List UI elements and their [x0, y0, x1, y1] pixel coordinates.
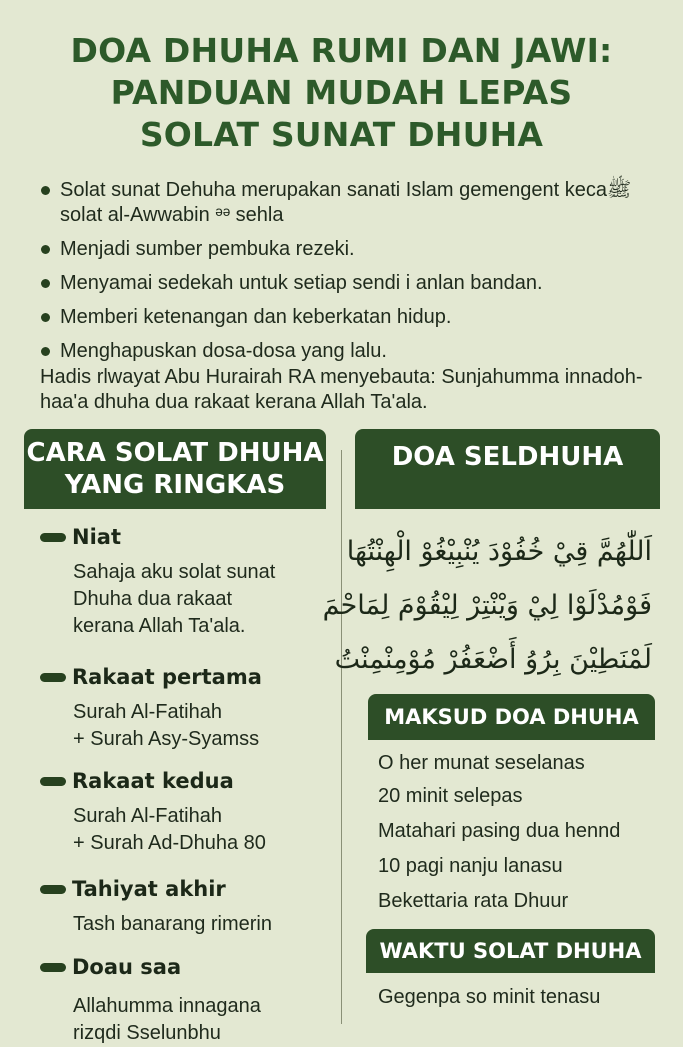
- maksud-line: Bekettaria rata Dhuur: [378, 890, 569, 912]
- step-line: + Surah Ad-Dhuha 80: [73, 832, 266, 854]
- step-line: Allahumma innagana: [73, 995, 261, 1017]
- maksud-line: 20 minit selepas: [378, 785, 523, 807]
- step-rakaat-kedua: [40, 769, 330, 877]
- step-rakaat-pertama: [40, 665, 330, 769]
- dash-icon: [40, 963, 66, 972]
- arabic-line: لَمْنَطِيْنَ بِرُوُ أَضْعَفُرْ مُوْمِنْمِنْتُ: [334, 644, 652, 675]
- step-line: kerana Allah Ta'ala.: [73, 615, 246, 637]
- waktu-header: WAKTU SOLAT DHUHA: [366, 929, 655, 973]
- step-line: Sahaja aku solat sunat: [73, 561, 276, 583]
- step-title: Rakaat pertama: [72, 665, 262, 689]
- maksud-line: O her munat seselanas: [378, 752, 585, 774]
- steps-list: [40, 525, 330, 1047]
- cara-solat-header: [24, 429, 326, 509]
- cara-solat-header-line-2: YANG RINGKAS: [64, 470, 286, 500]
- step-line: Tash banarang rimerin: [73, 913, 272, 935]
- title-line-3: SOLAT SUNAT DHUHA: [139, 115, 544, 154]
- step-tahiyat-akhir: [40, 877, 330, 955]
- hadis-text: Hadis rlwayat Abu Hurairah RA menyebauta: Sunjahumma innadoh-haa'a dhuha dua rakaat kerana Allah Ta'ala.: [40, 366, 643, 413]
- step-line: Surah Al-Fatihah: [73, 701, 222, 723]
- step-line: rizqdi Sselunbhu: [73, 1022, 221, 1044]
- arabic-line: اَللّٰهُمَّ قِيْ خُفُوْدَ يُنْبِيْغُوْ الْهِنْتُهَا: [346, 536, 652, 567]
- benefit-item: Menghapuskan dosa-dosa yang lalu.: [40, 339, 650, 364]
- title-line-1: DOA DHUHA RUMI DAN JAWI:: [70, 31, 613, 70]
- dash-icon: [40, 533, 66, 542]
- maksud-list: [378, 747, 658, 918]
- waktu-text: Gegenpa so minit tenasu: [378, 986, 601, 1008]
- benefit-item: Menjadi sumber pembuka rezeki.: [40, 237, 650, 262]
- benefit-item: Menyamai sedekah untuk setiap sendi i anlan bandan.: [40, 271, 650, 296]
- dash-icon: [40, 885, 66, 894]
- dash-icon: [40, 777, 66, 786]
- doa-header: DOA SELDHUHA: [355, 429, 660, 509]
- dash-icon: [40, 673, 66, 682]
- arabic-line: فَوْمُدْلَوْا لِيْ وَيْنْتِرْ لِيْقُوْمَ لِمَاحْمَ: [322, 590, 652, 621]
- step-title: Niat: [72, 525, 121, 549]
- maksud-header: MAKSUD DOA DHUHA: [368, 694, 655, 740]
- page-title: [0, 30, 683, 156]
- step-line: + Surah Asy-Syamss: [73, 728, 260, 750]
- title-line-2: PANDUAN MUDAH LEPAS: [110, 73, 573, 112]
- step-doa: [40, 955, 330, 1047]
- column-divider: [341, 450, 342, 1024]
- step-title: Rakaat kedua: [72, 769, 234, 793]
- benefits-list: [40, 178, 650, 373]
- arabic-doa: [322, 525, 652, 687]
- benefit-item: Memberi ketenangan dan keberkatan hidup.: [40, 305, 650, 330]
- benefit-item: Solat sunat Dehuha merupakan sanati Islam gemengent kecaﷺ solat al-Awwabin ᵊᵊ sehla: [40, 178, 650, 228]
- maksud-line: 10 pagi nanju lanasu: [378, 855, 563, 877]
- cara-solat-header-line-1: CARA SOLAT DHUHA: [26, 438, 324, 468]
- step-line: Dhuha dua rakaat: [73, 588, 233, 610]
- maksud-line: Matahari pasing dua hennd: [378, 820, 621, 842]
- step-line: Surah Al-Fatihah: [73, 805, 222, 827]
- step-title: Doau saa: [72, 955, 182, 979]
- step-title: Tahiyat akhir: [72, 877, 226, 901]
- step-niat: [40, 525, 330, 665]
